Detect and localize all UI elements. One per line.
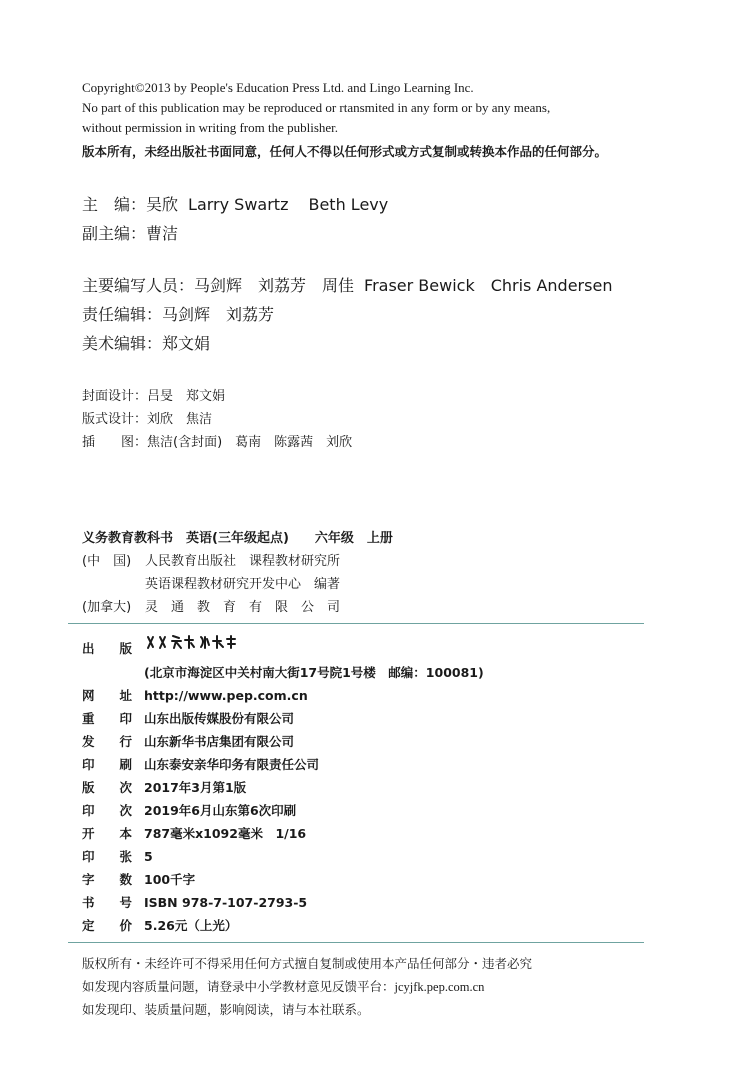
copyright-line-cn: 版本所有，未经出版社书面同意，任何人不得以任何形式或方式复制或转换本作品的任何部分。 xyxy=(82,144,608,159)
info-value-sheets: 5 xyxy=(144,849,153,864)
copyright-line-1: Copyright©2013 by People's Education Press Ltd. and Lingo Learning Inc. xyxy=(82,80,474,95)
copyright-line-2: No part of this publication may be reproduced or rtansmited in any form or by any means, xyxy=(82,100,551,115)
info-value-format: 787毫米x1092毫米 1/16 xyxy=(144,826,307,841)
deputy-editor xyxy=(82,221,178,244)
info-row-isbn xyxy=(82,893,307,911)
deputy-label: 副主编： xyxy=(82,224,147,243)
info-row-impression xyxy=(82,801,296,819)
info-row-address xyxy=(82,663,484,681)
art-editor xyxy=(82,331,210,354)
art-name: 郑文娟 xyxy=(162,334,211,353)
info-label-edition: 版 次 xyxy=(82,780,133,795)
info-row-printing xyxy=(82,755,319,773)
art-label: 美术编辑： xyxy=(82,334,163,353)
info-row-price xyxy=(82,916,237,934)
layout-design-label: 版式设计： xyxy=(82,412,148,427)
info-row-distribution xyxy=(82,732,294,750)
info-label-format: 开 本 xyxy=(82,826,133,841)
responsible-editors xyxy=(82,302,274,325)
info-row-format xyxy=(82,824,306,842)
info-value-reprint: 山东出版传媒股份有限公司 xyxy=(144,711,295,726)
info-value-printing: 山东泰安亲华印务有限责任公司 xyxy=(144,757,320,772)
layout-design xyxy=(82,408,212,427)
ca-publisher: 灵 通 教 育 有 限 公 司 xyxy=(145,600,341,615)
info-value-edition: 2017年3月第1版 xyxy=(144,780,247,795)
info-value-isbn: ISBN 978-7-107-2793-5 xyxy=(144,895,308,910)
info-row-sheets xyxy=(82,847,153,865)
info-label-printing: 印 刷 xyxy=(82,757,133,772)
chief-editors xyxy=(82,192,388,215)
chief-en-2: Beth Levy xyxy=(308,195,389,214)
info-value-distribution: 山东新华书店集团有限公司 xyxy=(144,734,295,749)
chief-en-1: Larry Swartz xyxy=(188,195,289,214)
divider-bottom xyxy=(68,942,644,943)
info-value-website: http://www.pep.com.cn xyxy=(144,688,308,703)
illustration-label: 插 图： xyxy=(82,435,148,450)
info-row-website xyxy=(82,686,308,704)
info-label-reprint: 重 印 xyxy=(82,711,133,726)
info-value-wordcount: 100千字 xyxy=(144,872,196,887)
info-value-price: 5.26元（上光） xyxy=(144,918,238,933)
info-label-price: 定 价 xyxy=(82,918,133,933)
info-row-reprint xyxy=(82,709,294,727)
info-label-sheets: 印 张 xyxy=(82,849,133,864)
cover-design-names: 吕旻 郑文娟 xyxy=(147,389,226,404)
cover-design-label: 封面设计： xyxy=(82,389,148,404)
cn-department: 英语课程教材研究开发中心 编著 xyxy=(145,577,341,592)
main-writers-label: 主要编写人员： xyxy=(82,276,195,295)
info-label-wordcount: 字 数 xyxy=(82,872,133,887)
chief-label: 主 编： xyxy=(82,195,147,214)
info-label-publish: 出 版 xyxy=(82,641,133,656)
deputy-name: 曹洁 xyxy=(146,224,179,243)
publisher-seal-logo xyxy=(145,633,263,651)
info-label-website: 网 址 xyxy=(82,688,133,703)
info-row-publish xyxy=(82,639,144,657)
info-value-address: (北京市海淀区中关村南大街17号院1号楼 邮编：100081) xyxy=(144,665,484,680)
info-value-impression: 2019年6月山东第6次印刷 xyxy=(144,803,297,818)
cover-design xyxy=(82,385,225,404)
divider-top xyxy=(68,623,644,624)
responsible-names: 马剑辉 刘荔芳 xyxy=(162,305,275,324)
cn-publisher: 人民教育出版社 课程教材研究所 xyxy=(145,554,341,569)
main-writers xyxy=(82,273,612,296)
info-label-isbn: 书 号 xyxy=(82,895,133,910)
illustration-names: 焦洁(含封面) 葛南 陈露茜 刘欣 xyxy=(147,435,353,450)
layout-design-names: 刘欣 焦洁 xyxy=(147,412,213,427)
info-row-edition xyxy=(82,778,246,796)
cn-label: (中 国) xyxy=(82,554,132,569)
info-label-impression: 印 次 xyxy=(82,803,133,818)
info-row-wordcount xyxy=(82,870,195,888)
main-writers-cn: 马剑辉 刘荔芳 周佳 xyxy=(194,276,355,295)
footer-line-3: 如发现印、装质量问题，影响阅读，请与本社联系。 xyxy=(82,1003,370,1017)
info-label-distribution: 发 行 xyxy=(82,734,133,749)
responsible-label: 责任编辑： xyxy=(82,305,163,324)
footer-line-1: 版权所有・未经许可不得采用任何方式擅自复制或使用本产品任何部分・违者必究 xyxy=(82,957,533,971)
footer-line-2: 如发现内容质量问题，请登录中小学教材意见反馈平台：jcyjfk.pep.com.cn xyxy=(82,980,485,994)
chief-cn: 吴欣 xyxy=(146,195,179,214)
main-writers-en: Fraser Bewick Chris Andersen xyxy=(364,276,613,295)
ca-label: (加拿大) xyxy=(82,600,132,615)
book-title: 义务教育教科书 英语(三年级起点) 六年级 上册 xyxy=(82,531,393,546)
illustration xyxy=(82,431,352,450)
copyright-line-3: without permission in writing from the publisher. xyxy=(82,120,339,135)
